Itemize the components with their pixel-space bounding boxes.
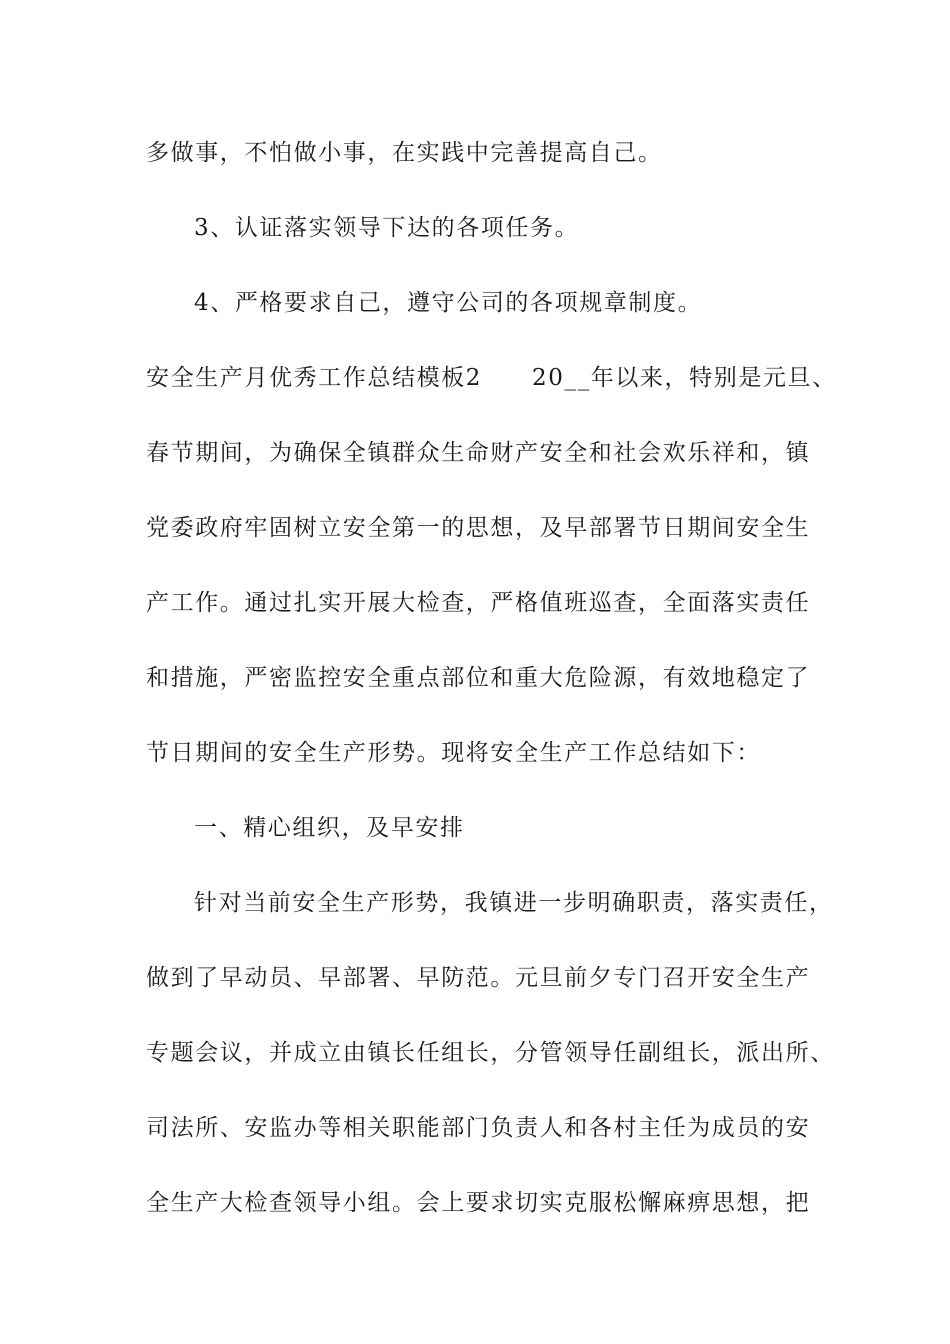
- text-line: 20__年以来，特别是元旦、: [532, 365, 837, 391]
- section-title: 安全生产月优秀工作总结模板2: [146, 365, 483, 391]
- text-line: 节日期间的安全生产形势。现将安全生产工作总结如下：: [146, 740, 761, 766]
- text-line: 司法所、安监办等相关职能部门负责人和各村主任为成员的安: [146, 1115, 811, 1141]
- text-line: 做到了早动员、早部署、早防范。元旦前夕专门召开安全生产: [146, 965, 811, 991]
- text-line: 和措施，严密监控安全重点部位和重大危险源，有效地稳定了: [146, 665, 811, 691]
- section-heading-line: [146, 362, 837, 394]
- subheading: 一、精心组织，及早安排: [194, 815, 465, 841]
- text-line: 春节期间，为确保全镇群众生命财产安全和社会欢乐祥和，镇: [146, 440, 811, 466]
- text-line: 产工作。通过扎实开展大检查，严格值班巡查，全面落实责任: [146, 590, 811, 616]
- text-line: 全生产大检查领导小组。会上要求切实克服松懈麻痹思想，把: [146, 1190, 811, 1216]
- list-item: 4、严格要求自己，遵守公司的各项规章制度。: [194, 290, 703, 316]
- text-line: 针对当前安全生产形势，我镇进一步明确职责，落实责任，: [194, 890, 834, 916]
- text-line: 党委政府牢固树立安全第一的思想，及早部署节日期间安全生: [146, 515, 811, 541]
- text-line: 专题会议，并成立由镇长任组长，分管领导任副组长，派出所、: [146, 1040, 835, 1066]
- list-item: 3、认证落实领导下达的各项任务。: [194, 215, 580, 241]
- text-line: 多做事，不怕做小事，在实践中完善提高自己。: [146, 140, 663, 166]
